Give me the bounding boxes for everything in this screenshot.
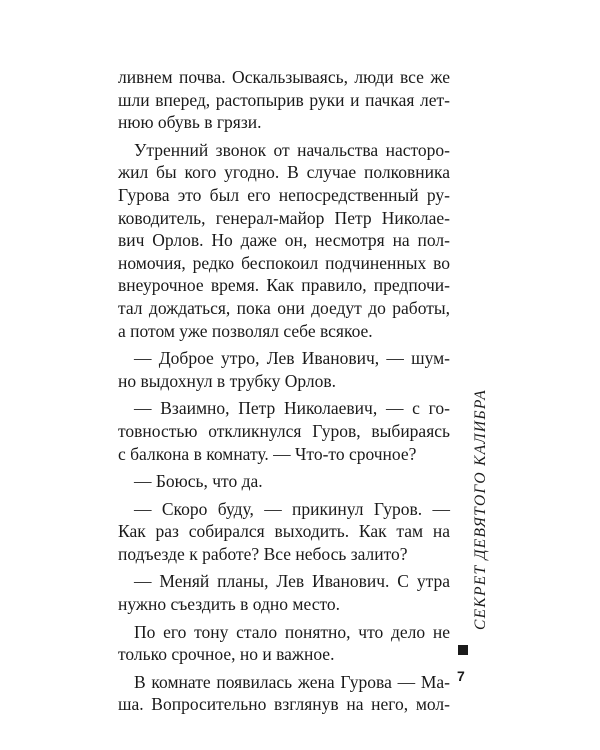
- paragraph-3: [118, 347, 450, 392]
- paragraph-9: [118, 671, 450, 716]
- text-line: — Боюсь, что да.: [134, 471, 263, 492]
- page-body-text: [118, 66, 450, 721]
- running-title: СЕКРЕТ ДЕВЯТОГО КАЛИБРА: [472, 388, 489, 630]
- square-marker-icon: [458, 645, 468, 655]
- text-line: По его тону стало понятно, что дело не: [134, 621, 450, 642]
- text-line: товностью откликнулся Гуров, выбираясь: [118, 420, 450, 441]
- paragraph-5: [118, 470, 450, 493]
- paragraph-7: [118, 570, 450, 615]
- paragraph-4: [118, 397, 450, 465]
- text-line: вич Орлов. Но даже он, несмотря на пол-: [118, 230, 450, 251]
- text-line: — Скоро буду, — прикинул Гуров. —: [134, 498, 450, 519]
- text-line: — Доброе утро, Лев Иванович, — шум-: [134, 348, 450, 369]
- text-line: внеурочное время. Как правило, предпочи-: [118, 275, 450, 296]
- text-line: тал дождаться, пока они доедут до работы,: [118, 297, 450, 318]
- paragraph-6: [118, 498, 450, 566]
- text-line: В комнате появилась жена Гурова — Ма-: [134, 671, 450, 692]
- text-line: номочия, редко беспокоил подчиненных во: [118, 252, 450, 273]
- text-line: подъезде к работе? Все небось залито?: [118, 543, 408, 564]
- text-line: только срочное, но и важное.: [118, 644, 335, 665]
- text-line: Гурова это был его непосредственный ру-: [118, 184, 450, 205]
- text-line: — Взаимно, Петр Николаевич, — с го-: [134, 398, 450, 419]
- text-line: Как раз собирался выходить. Как там на: [118, 521, 450, 542]
- text-line: ливнем почва. Оскальзываясь, люди все же: [118, 67, 450, 87]
- paragraph-1: [118, 66, 450, 134]
- text-line: а потом уже позволял себе всякое.: [118, 320, 373, 341]
- paragraph-8: [118, 621, 450, 666]
- text-line: нюю обувь в грязи.: [118, 112, 262, 133]
- text-line: жил бы кого угодно. В случае полковника: [118, 162, 450, 183]
- page-number: 7: [457, 668, 465, 684]
- text-line: шли вперед, растопырив руки и пачкая лет-: [118, 89, 450, 110]
- text-line: но выдохнул в трубку Орлов.: [118, 370, 337, 391]
- paragraph-2: [118, 139, 450, 342]
- text-line: ша. Вопросительно взглянув на него, мол-: [118, 694, 450, 715]
- text-line: Утренний звонок от начальства насторо-: [134, 139, 450, 160]
- text-line: с балкона в комнату. — Что-то срочное?: [118, 443, 417, 464]
- text-line: нужно съездить в одно место.: [118, 594, 340, 615]
- text-line: — Меняй планы, Лев Иванович. С утра: [134, 571, 450, 592]
- text-line: ководитель, генерал-майор Петр Николае-: [118, 207, 450, 228]
